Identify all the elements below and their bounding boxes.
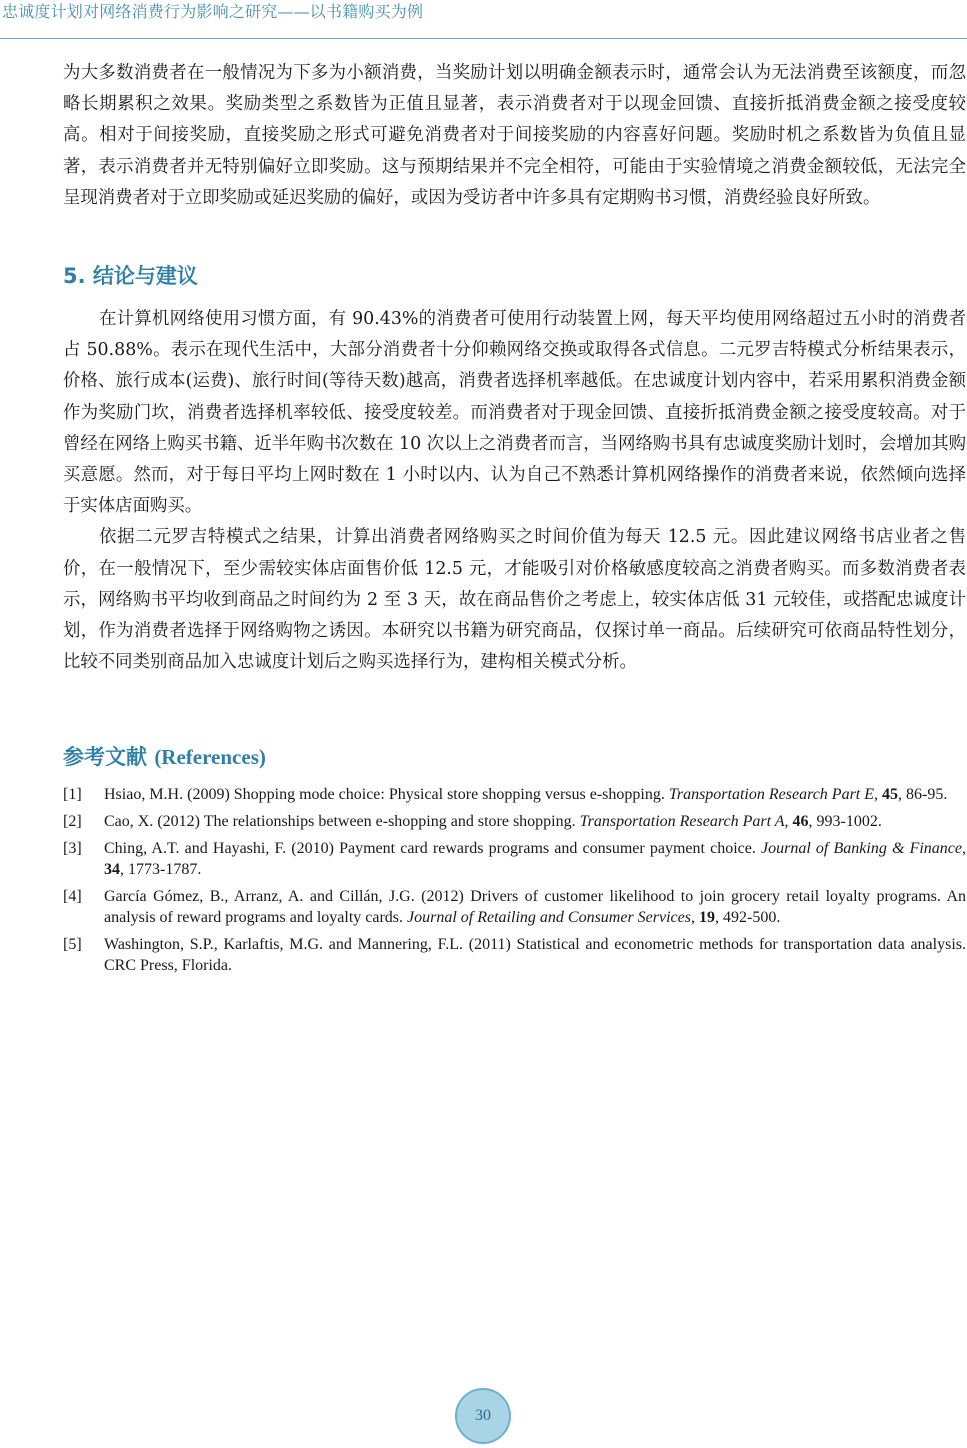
reference-item: [63, 784, 966, 805]
reference-list: [63, 784, 966, 982]
reference-authors: Cao, X. (2012) The relationships between e-shopping and store shopping.: [104, 813, 580, 830]
page-number-badge: 30: [455, 1388, 511, 1444]
section-heading-conclusions: 5. 结论与建议: [63, 264, 198, 288]
reference-journal: Journal of Retailing and Consumer Services: [407, 909, 691, 926]
reference-volume: 45: [882, 786, 899, 803]
reference-authors: Ching, A.T. and Hayashi, F. (2010) Payment card rewards programs and consumer payment choice.: [104, 840, 761, 857]
reference-authors: García Gómez, B., Arranz, A. and Cillán, J.G. (2012) Drivers of customer likelihood to join grocery retail loyalty programs. An analysis of reward programs and loyalty cards.: [104, 888, 966, 926]
reference-separator: ,: [874, 786, 883, 803]
reference-item: [63, 886, 966, 928]
reference-number: [1]: [63, 786, 82, 803]
reference-pages: , 492-500.: [714, 909, 781, 926]
conclusion-body: [63, 304, 966, 678]
reference-journal: Journal of Banking & Finance: [761, 840, 962, 857]
reference-pages: , 1773-1787.: [120, 861, 202, 878]
reference-item: [63, 811, 966, 832]
references-heading: [63, 743, 266, 771]
conclusion-paragraph-1: 在计算机网络使用习惯方面，有 90.43%的消费者可使用行动装置上网，每天平均使用网络超过五小时的消费者占 50.88%。表示在现代生活中，大部分消费者十分仰赖网络交换或取得各式信息。二元罗吉特模式分析结果表示，价格、旅行成本(运费)、旅行时间(等待天数)越高，消费者选择机率越低。在忠诚度计划内容中，若采用累积消费金额作为奖励门坎，消费者选择机率较低、接受度较差。而消费者对于现金回馈、直接折抵消费金额之接受度较高。对于曾经在网络上购买书籍、近半年购书次数在 10 次以上之消费者而言，当网络购书具有忠诚度奖励计划时，会增加其购买意愿。然而，对于每日平均上网时数在 1 小时以内、认为自己不熟悉计算机网络操作的消费者来说，依然倾向选择于实体店面购买。: [63, 309, 966, 517]
reference-text: [104, 934, 966, 976]
reference-item: [63, 934, 966, 976]
reference-number: [2]: [63, 813, 82, 830]
reference-authors: Hsiao, M.H. (2009) Shopping mode choice: Physical store shopping versus e-shopping.: [104, 786, 669, 803]
reference-number: [3]: [63, 840, 82, 857]
reference-separator: ,: [690, 909, 699, 926]
reference-pages: , 993-1002.: [808, 813, 882, 830]
reference-number: [4]: [63, 888, 82, 905]
reference-text: [104, 886, 966, 928]
running-header: 忠诚度计划对网络消费行为影响之研究——以书籍购买为例: [2, 2, 424, 21]
reference-number: [5]: [63, 936, 82, 953]
references-heading-cn: 参考文献: [63, 745, 147, 769]
reference-text: [104, 784, 966, 805]
intro-paragraph-block: [63, 58, 966, 214]
reference-journal: Transportation Research Part E: [668, 786, 875, 803]
reference-separator: ,: [784, 813, 793, 830]
reference-pages: , 86-95.: [898, 786, 948, 803]
references-heading-en: (References): [154, 745, 266, 769]
reference-journal: Transportation Research Part A: [579, 813, 785, 830]
reference-item: [63, 838, 966, 880]
reference-volume: 34: [104, 861, 120, 878]
reference-separator: ,: [962, 840, 966, 857]
header-divider: [0, 38, 967, 39]
reference-authors: Washington, S.P., Karlaftis, M.G. and Mannering, F.L. (2011) Statistical and econometric methods for transportation data analysis. CRC Press, Florida.: [104, 936, 966, 974]
conclusion-paragraph-2: 依据二元罗吉特模式之结果，计算出消费者网络购买之时间价值为每天 12.5 元。因此建议网络书店业者之售价，在一般情况下，至少需较实体店面售价低 12.5 元，才能吸引对价格敏感度较高之消费者购买。而多数消费者表示，网络购书平均收到商品之时间约为 2 至 3 天，故在商品售价之考虑上，较实体店低 31 元较佳，或搭配忠诚度计划，作为消费者选择于网络购物之诱因。本研究以书籍为研究商品，仅探讨单一商品。后续研究可依商品特性划分，比较不同类别商品加入忠诚度计划后之购买选择行为，建构相关模式分析。: [63, 527, 966, 673]
reference-text: [104, 838, 966, 880]
intro-paragraph: 为大多数消费者在一般情况为下多为小额消费，当奖励计划以明确金额表示时，通常会认为无法消费至该额度，而忽略长期累积之效果。奖励类型之系数皆为正值且显著，表示消费者对于以现金回馈、直接折抵消费金额之接受度较高。相对于间接奖励，直接奖励之形式可避免消费者对于间接奖励的内容喜好问题。奖励时机之系数皆为负值且显著，表示消费者并无特别偏好立即奖励。这与预期结果并不完全相符，可能由于实验情境之消费金额较低，无法完全呈现消费者对于立即奖励或延迟奖励的偏好，或因为受访者中许多具有定期购书习惯，消费经验良好所致。: [63, 63, 966, 208]
reference-volume: 46: [792, 813, 809, 830]
reference-volume: 19: [698, 909, 715, 926]
reference-text: [104, 811, 966, 832]
